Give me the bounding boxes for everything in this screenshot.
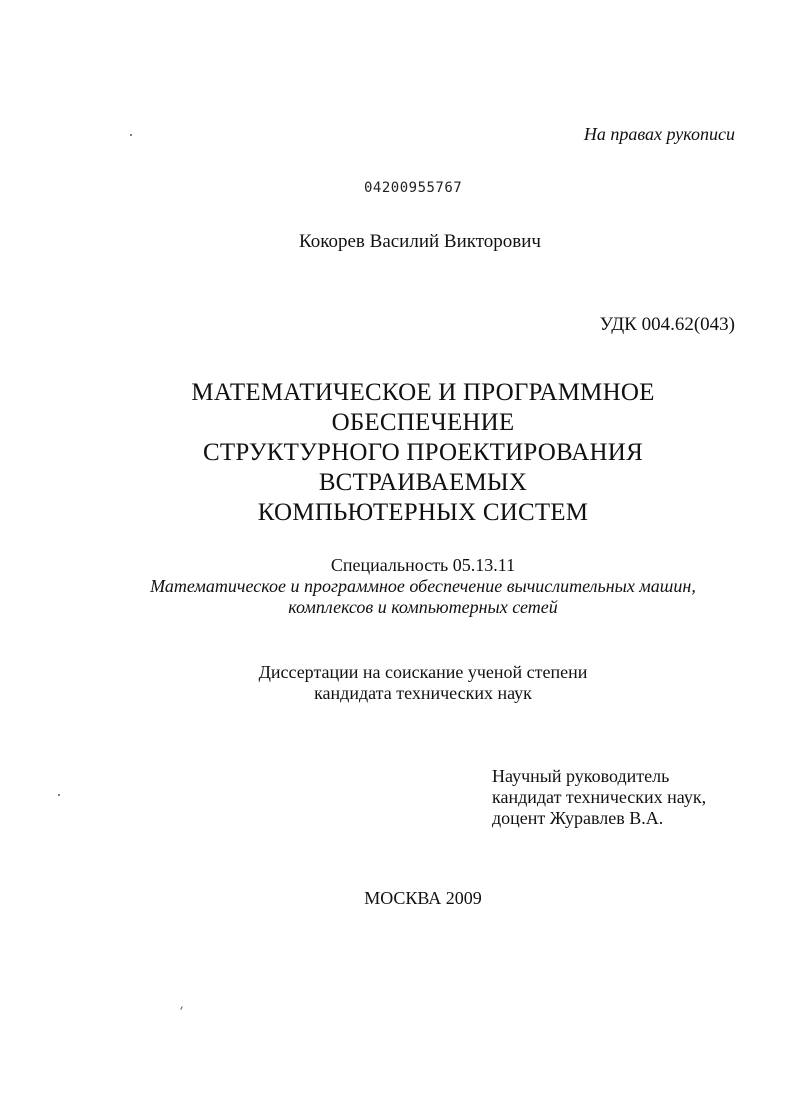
specialty-code: Специальность 05.13.11 [330, 555, 516, 575]
author-name: Кокорев Василий Викторович [299, 231, 541, 252]
title-line: МАТЕМАТИЧЕСКОЕ И ПРОГРАММНОЕ [191, 379, 655, 406]
specialty-description-line: комплексов и компьютерных сетей [288, 597, 558, 617]
title-line: ВСТРАИВАЕМЫХ [318, 469, 528, 496]
scan-speck [180, 1006, 183, 1010]
scan-speck [58, 794, 60, 796]
supervisor-line: доцент Журавлев В.А. [492, 808, 664, 828]
dissertation-title [0, 378, 799, 528]
supervisor-block [492, 766, 706, 829]
degree-block [0, 662, 799, 704]
title-line: КОМПЬЮТЕРНЫХ СИСТЕМ [257, 499, 589, 526]
title-line: СТРУКТУРНОГО ПРОЕКТИРОВАНИЯ [203, 439, 643, 466]
scan-speck [130, 134, 132, 136]
city-year: МОСКВА 2009 [364, 888, 482, 908]
title-line: ОБЕСПЕЧЕНИЕ [331, 409, 515, 436]
catalog-number: 04200955767 [364, 180, 463, 196]
degree-line: кандидата технических наук [314, 683, 532, 703]
supervisor-line: Научный руководитель [492, 766, 670, 786]
manuscript-note: На правах рукописи [583, 124, 735, 144]
degree-line: Диссертации на соискание ученой степени [258, 662, 588, 682]
specialty-block [0, 555, 799, 618]
specialty-description-line: Математическое и программное обеспечение вычислительных машин, [150, 576, 696, 596]
udk-code: УДК 004.62(043) [599, 314, 735, 335]
supervisor-line: кандидат технических наук, [492, 787, 707, 807]
